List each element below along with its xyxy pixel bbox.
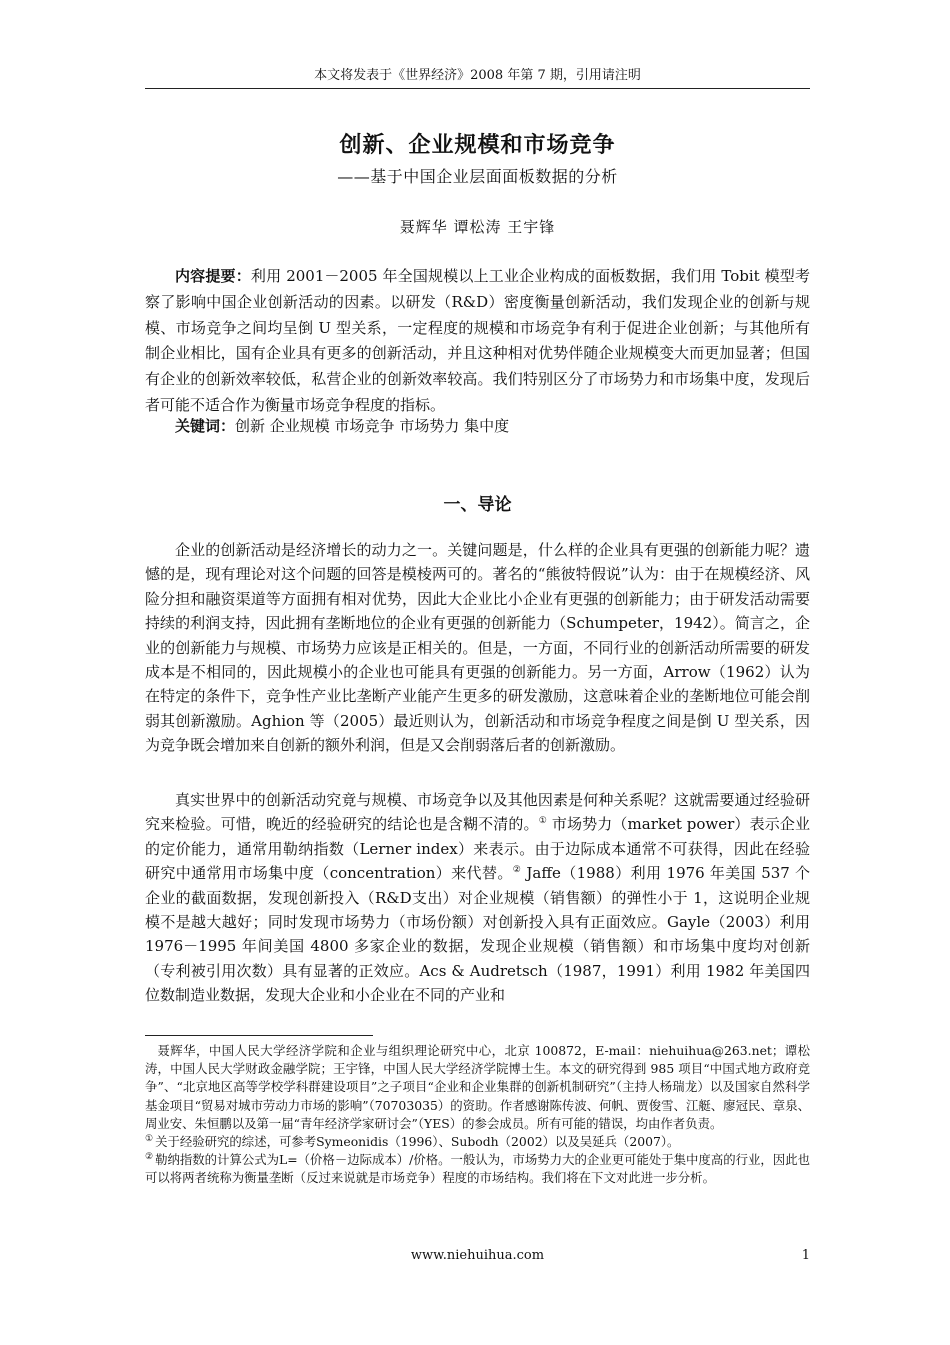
section-heading: 一、导论 xyxy=(443,495,512,515)
abstract xyxy=(145,264,810,419)
footnotes xyxy=(145,1042,810,1188)
running-head: 本文将发表于《世界经济》2008 年第 7 期，引用请注明 xyxy=(314,68,641,83)
footnote-2-text: 勒纳指数的计算公式为L=（价格－边际成本）/价格。一般认为，市场势力大的企业更可能处于集中度高的行业，因此也可以将两者统称为衡量垄断（反过来说就是市场竞争）程度的市场结构。我们将在下文对此进一步分析。 xyxy=(145,1152,810,1186)
paper-subtitle: ——基于中国企业层面面板数据的分析 xyxy=(337,167,618,186)
author-footnote: 聂辉华，中国人民大学经济学院和企业与组织理论研究中心，北京 100872，E-mail：niehuihua@263.net；谭松涛，中国人民大学财政金融学院；王宇锋，中国人民大学经济学院博士生。本文的研究得到 985 项目“中国式地方政府竞争”、“北京地区高等学校学科群建设项目”之子项目“企业和企业集群的创新机制研究”（主持人杨瑞龙）以及国家自然科学基金项目“贸易对城市劳动力市场的影响”（70703035）的资助。作者感谢陈传波、何帆、贾俊雪、江艇、廖冠民、章泉、周业安、朱恒鹏以及第一届“青年经济学家研讨会”（YES）的参会成员。所有可能的错误，均由作者负责。 xyxy=(145,1043,810,1131)
paper-title: 创新、企业规模和市场竞争 xyxy=(339,133,616,158)
footnote-ref-2[interactable]: ② xyxy=(512,865,522,876)
keywords-text: 创新 企业规模 市场竞争 市场势力 集中度 xyxy=(235,417,510,435)
footnote-1-text: 关于经验研究的综述，可参考Symeonidis（1996）、Subodh（2002）以及吴延兵（2007）。 xyxy=(155,1134,680,1150)
footnote-1-marker: ① xyxy=(145,1133,154,1144)
footnote-2-marker: ② xyxy=(145,1152,154,1163)
footnote-2 xyxy=(145,1151,810,1187)
body-paragraph-2-part-a: 真实世界中的创新活动究竟与规模、市场竞争以及其他因素是何种关系呢？这就需要通过经验研究来检验。可惜，晚近的经验研究的结论也是含糊不清的。 xyxy=(145,791,810,834)
header-rule xyxy=(145,88,810,89)
keywords-label: 关键词： xyxy=(175,417,236,435)
author-list: 聂辉华 谭松涛 王宇锋 xyxy=(399,218,556,236)
body-paragraph-1: 企业的创新活动是经济增长的动力之一。关键问题是，什么样的企业具有更强的创新能力呢？遗憾的是，现有理论对这个问题的回答是模棱两可的。著名的“熊彼特假说”认为：由于在规模经济、风险分担和融资渠道等方面拥有相对优势，因此大企业比小企业有更强的创新能力；由于研发活动需要持续的利润支持，因此拥有垄断地位的企业有更强的创新能力（Schumpeter，1942）。简言之，企业的创新能力与规模、市场势力应该是正相关的。但是，一方面，不同行业的创新活动所需要的研发成本是不相同的，因此规模小的企业也可能具有更强的创新能力。另一方面，Arrow（1962）认为在特定的条件下，竞争性产业比垄断产业能产生更多的研发激励，这意味着企业的垄断地位可能会削弱其创新激励。Aghion 等（2005）最近则认为，创新活动和市场竞争程度之间是倒 U 型关系，因为竞争既会增加来自创新的额外利润，但是又会削弱落后者的创新激励。 xyxy=(145,541,810,755)
footer-url[interactable]: www.niehuihua.com xyxy=(410,1248,545,1263)
abstract-label: 内容提要： xyxy=(175,267,251,285)
keywords xyxy=(145,414,810,438)
body-paragraph-2-part-c: Jaffe（1988）利用 1976 年美国 537 个企业的截面数据，发现创新投入（R&D支出）对企业规模（销售额）的弹性小于 1，这说明企业规模不是越大越好；同时发现市场势力（市场份额）对创新投入具有正面效应。Gayle（2003）利用 1976－1995 年间美国 4800 多家企业的数据，发现企业规模（销售额）和市场集中度均对创新（专利被引用次数）具有显著的正效应。Acs & Audretsch（1987，1991）利用 1982 年美国四位数制造业数据，发现大企业和小企业在不同的产业和 xyxy=(145,864,810,1005)
footnote-1 xyxy=(145,1133,810,1151)
footnote-rule xyxy=(145,1035,373,1036)
abstract-text: 利用 2001－2005 年全国规模以上工业企业构成的面板数据，我们用 Tobit 模型考察了影响中国企业创新活动的因素。以研发（R&D）密度衡量创新活动，我们发现企业的创新与规模、市场竞争之间均呈倒 U 型关系，一定程度的规模和市场竞争有利于促进企业创新；与其他所有制企业相比，国有企业具有更多的创新活动，并且这种相对优势伴随企业规模变大而更加显著；但国有企业的创新效率较低，私营企业的创新效率较高。我们特别区分了市场势力和市场集中度，发现后者可能不适合作为衡量市场竞争程度的指标。 xyxy=(145,267,810,414)
body-paragraph-2-part-b: 市场势力（market power）表示企业的定价能力，通常用勒纳指数（Lerner index）来表示。由于边际成本通常不可获得，因此在经验研究中通常用市场集中度（concentration）来代替。 xyxy=(145,815,810,883)
footnote-ref-1[interactable]: ① xyxy=(538,816,547,827)
body-paragraph-2 xyxy=(145,788,810,1008)
page-number: 1 xyxy=(801,1248,810,1263)
